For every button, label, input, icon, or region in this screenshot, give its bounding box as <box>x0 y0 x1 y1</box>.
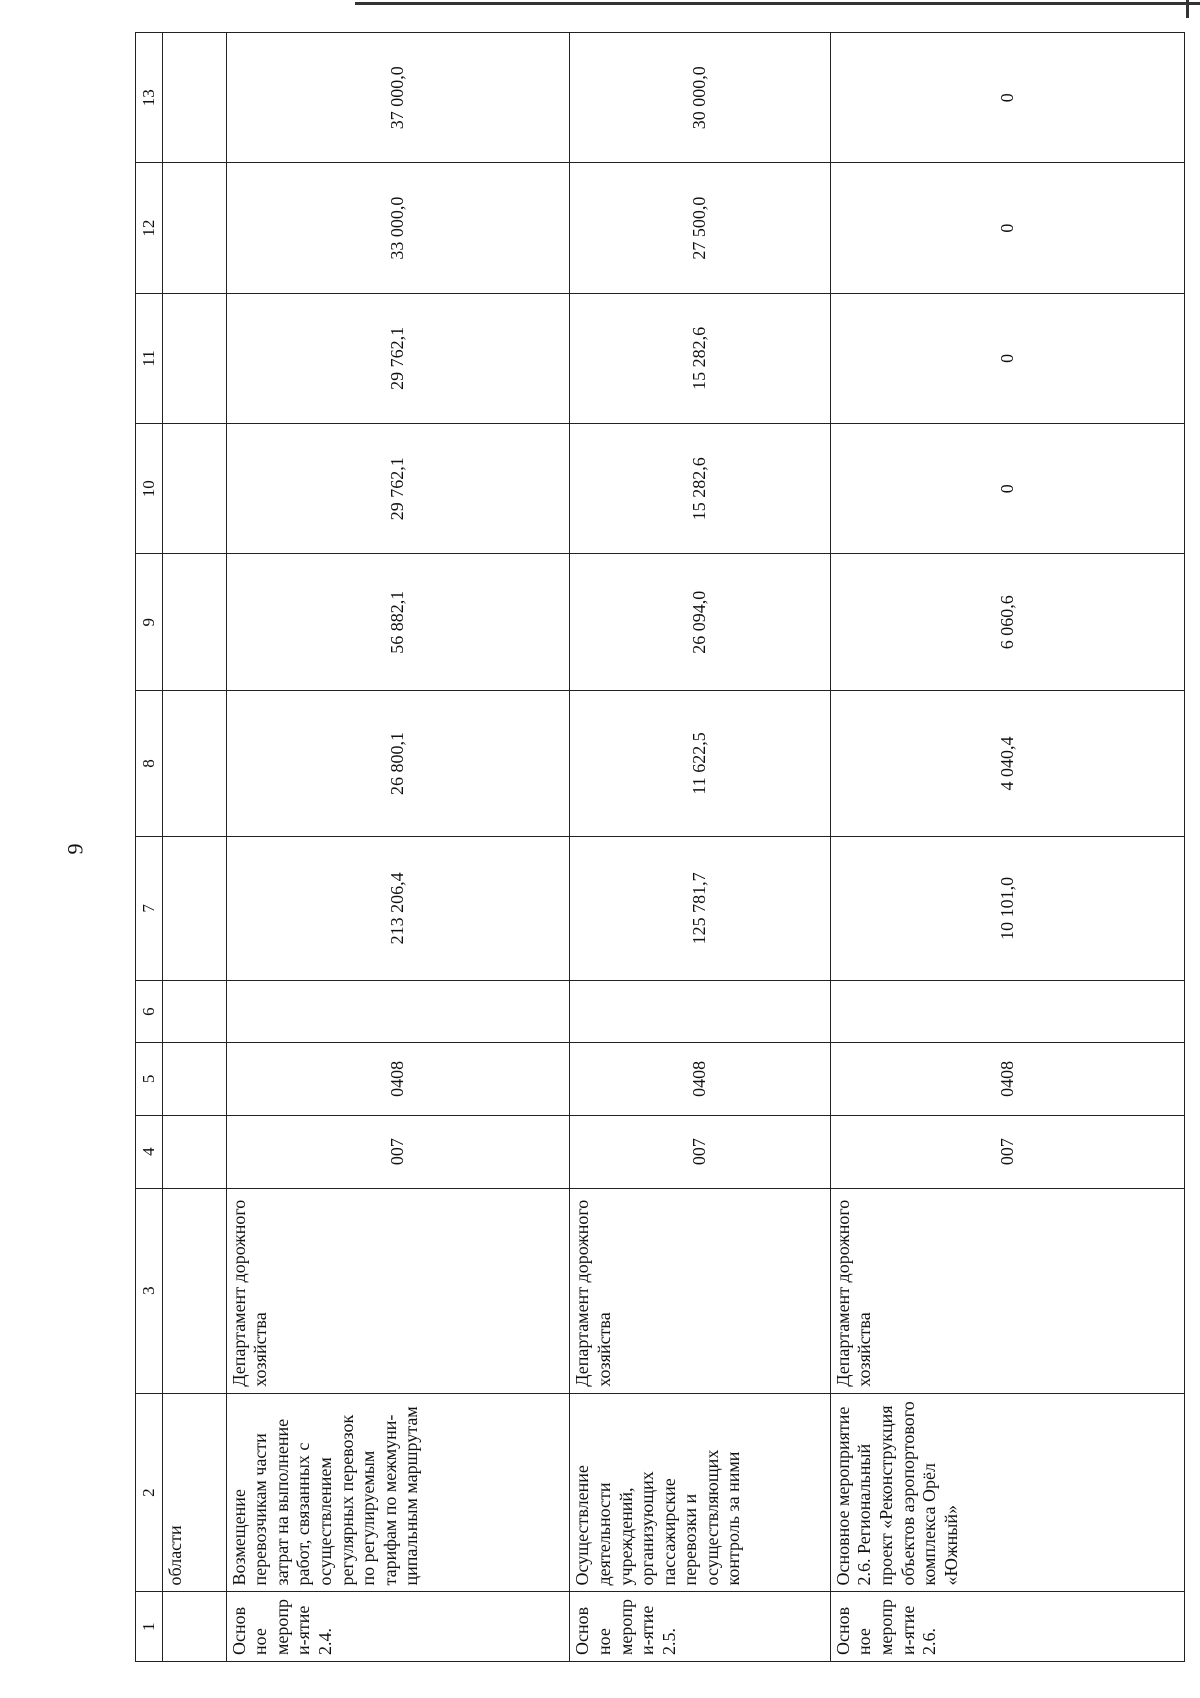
table-cell <box>163 1188 227 1393</box>
header-cell: 5 <box>136 1043 163 1116</box>
value-cell: 30 000,0 <box>570 33 830 163</box>
grbs-cell: 007 <box>830 1115 1184 1188</box>
value-cell: 27 500,0 <box>570 163 830 293</box>
budget-table-wrapper <box>135 32 1185 1662</box>
event-name-cell: Осуществление деятельности учреждений, организующих пассажирские перевозки и осуществляющих контроль за ними <box>570 1393 830 1592</box>
event-cell: Основное меропри-ятие 2.6. <box>830 1592 1184 1662</box>
value-cell: 26 094,0 <box>570 554 830 691</box>
header-cell: 11 <box>136 293 163 423</box>
rzpr-cell: 0408 <box>226 1043 570 1116</box>
table-cell <box>163 424 227 554</box>
header-cell: 2 <box>136 1393 163 1592</box>
table-cell <box>163 554 227 691</box>
table-cell <box>163 981 227 1043</box>
table-cell <box>163 33 227 163</box>
value-cell: 0 <box>830 163 1184 293</box>
table-row <box>226 33 570 1662</box>
header-cell: 1 <box>136 1592 163 1662</box>
table-cell <box>163 691 227 837</box>
value-cell: 0 <box>830 424 1184 554</box>
value-cell: 56 882,1 <box>226 554 570 691</box>
header-cell: 10 <box>136 424 163 554</box>
csr-cell <box>226 981 570 1043</box>
event-name-cell: Основное мероприятие 2.6. Региональный проект «Реконструкция объектов аэропортового комплекса Орёл «Южный» <box>830 1393 1184 1592</box>
event-name-cell: Возмещение перевозчикам части затрат на выполнение работ, связанных с осуществлением регулярных перевозок по регулируемым тарифам по межмуни-ципальным маршрутам <box>226 1393 570 1592</box>
executor-cell: Департамент дорожного хозяйства <box>830 1188 1184 1393</box>
csr-cell <box>570 981 830 1043</box>
header-cell: 8 <box>136 691 163 837</box>
table-cell <box>163 1115 227 1188</box>
table-cell <box>163 1043 227 1116</box>
header-cell: 12 <box>136 163 163 293</box>
value-cell: 37 000,0 <box>226 33 570 163</box>
table-cell <box>163 836 227 980</box>
header-cell: 9 <box>136 554 163 691</box>
value-cell: 0 <box>830 293 1184 423</box>
executor-cell: Департамент дорожного хозяйства <box>226 1188 570 1393</box>
table-cell <box>163 1592 227 1662</box>
budget-table <box>135 32 1185 1662</box>
value-cell: 29 762,1 <box>226 293 570 423</box>
top-rule <box>355 2 1200 5</box>
value-cell: 29 762,1 <box>226 424 570 554</box>
grbs-cell: 007 <box>226 1115 570 1188</box>
table-row <box>570 33 830 1662</box>
continuation-text: области <box>163 1393 227 1592</box>
event-cell: Основное меропри-ятие 2.5. <box>570 1592 830 1662</box>
header-cell: 6 <box>136 981 163 1043</box>
grbs-cell: 007 <box>570 1115 830 1188</box>
header-cell: 13 <box>136 33 163 163</box>
table-cell <box>163 293 227 423</box>
top-rule-mark <box>1186 0 1189 18</box>
table-cell <box>163 163 227 293</box>
value-cell: 33 000,0 <box>226 163 570 293</box>
value-cell: 6 060,6 <box>830 554 1184 691</box>
value-cell: 11 622,5 <box>570 691 830 837</box>
value-cell: 0 <box>830 33 1184 163</box>
value-cell: 10 101,0 <box>830 836 1184 980</box>
value-cell: 15 282,6 <box>570 424 830 554</box>
rzpr-cell: 0408 <box>570 1043 830 1116</box>
executor-cell: Департамент дорожного хозяйства <box>570 1188 830 1393</box>
header-cell: 3 <box>136 1188 163 1393</box>
header-cell: 4 <box>136 1115 163 1188</box>
csr-cell <box>830 981 1184 1043</box>
page-number: 9 <box>62 843 88 855</box>
rzpr-cell: 0408 <box>830 1043 1184 1116</box>
value-cell: 125 781,7 <box>570 836 830 980</box>
event-cell: Основное меропри-ятие 2.4. <box>226 1592 570 1662</box>
value-cell: 15 282,6 <box>570 293 830 423</box>
value-cell: 4 040,4 <box>830 691 1184 837</box>
value-cell: 26 800,1 <box>226 691 570 837</box>
value-cell: 213 206,4 <box>226 836 570 980</box>
header-row <box>136 33 163 1662</box>
continuation-row <box>163 33 227 1662</box>
header-cell: 7 <box>136 836 163 980</box>
table-row <box>830 33 1184 1662</box>
